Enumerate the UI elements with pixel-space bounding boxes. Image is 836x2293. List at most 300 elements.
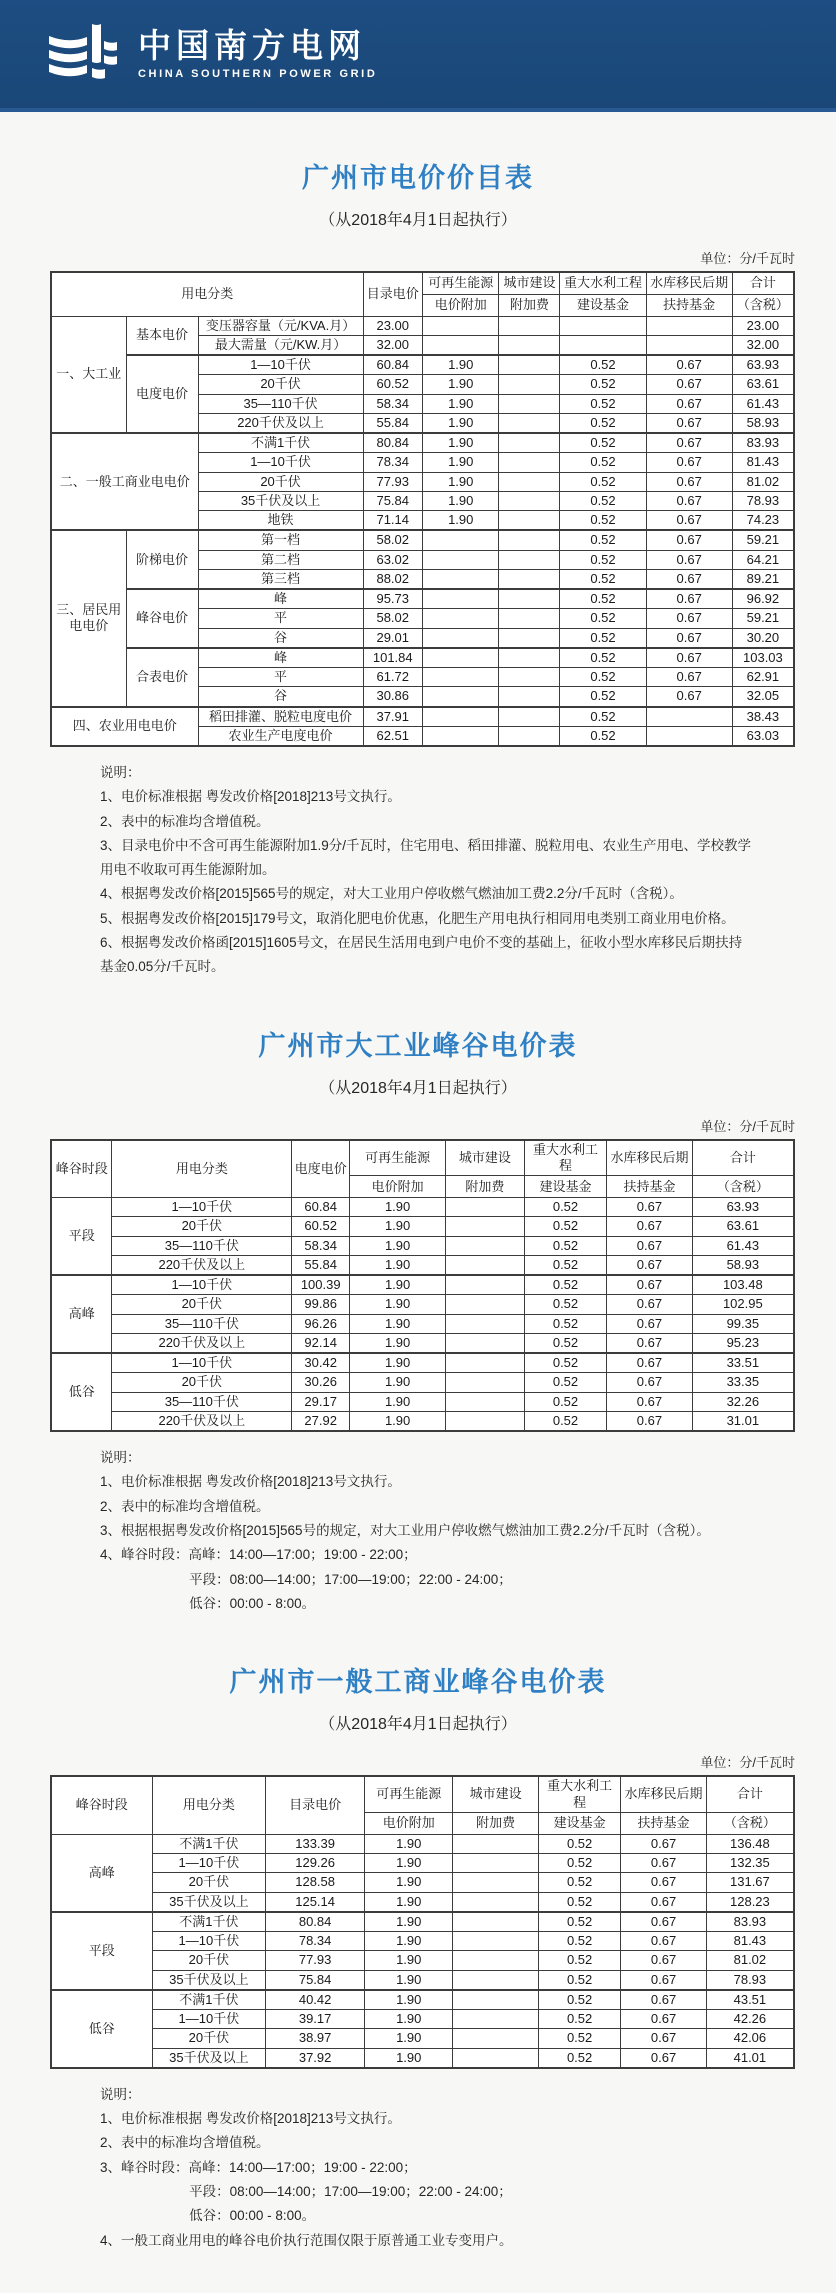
table-row	[51, 1275, 794, 1295]
table-cell: 1.90	[422, 394, 499, 413]
column-header: 可再生能源	[365, 1776, 453, 1812]
table-cell: 35千伏及以上	[198, 491, 363, 510]
table-cell: 0.52	[538, 1873, 620, 1892]
table-cell	[499, 668, 560, 687]
table-cell	[422, 628, 499, 648]
table-cell: 0.67	[646, 491, 732, 510]
table-cell: 32.26	[692, 1392, 794, 1411]
note-line: 4、根据粤发改价格[2015]565号的规定，对大工业用户停收燃气燃油加工费2.2分/千瓦时（含税）。	[100, 886, 683, 902]
table-cell: 0.52	[524, 1373, 606, 1392]
table-cell: 1.90	[365, 1854, 453, 1873]
table-row	[51, 1932, 794, 1951]
table-cell: 132.35	[706, 1854, 794, 1873]
column-header: 用电分类	[112, 1140, 292, 1198]
table-cell: 27.92	[292, 1411, 350, 1431]
notes-label: 说明：	[100, 1450, 141, 1466]
table-cell: 不满1千伏	[152, 1990, 266, 2010]
table-cell: 1—10千伏	[112, 1353, 292, 1373]
table-cell: 78.93	[732, 491, 794, 510]
table-row	[51, 1951, 794, 1970]
table-cell: 1—10千伏	[198, 453, 363, 472]
table-cell: 0.52	[560, 453, 646, 472]
table-cell: 35千伏及以上	[152, 2048, 266, 2068]
column-header: （含税）	[706, 1812, 794, 1834]
table-cell	[422, 530, 499, 550]
table-cell: 129.26	[266, 1854, 365, 1873]
table-cell: 63.93	[732, 355, 794, 375]
table-cell: 0.67	[621, 1932, 706, 1951]
table-cell: 低谷	[51, 1990, 152, 2068]
table-row	[51, 1333, 794, 1353]
table-cell	[499, 491, 560, 510]
column-header: 峰谷时段	[51, 1776, 152, 1834]
column-header: 城市建设	[453, 1776, 538, 1812]
unit-label: 单位：分/千瓦时	[700, 1118, 795, 1134]
table-cell	[499, 472, 560, 491]
table-cell: 0.52	[560, 375, 646, 394]
table-row	[51, 1217, 794, 1236]
table-cell: 0.52	[524, 1255, 606, 1275]
table-cell: 1.90	[422, 453, 499, 472]
table-cell: 131.67	[706, 1873, 794, 1892]
table-cell	[499, 569, 560, 589]
table-cell: 1—10千伏	[112, 1198, 292, 1217]
table-cell: 0.67	[621, 1873, 706, 1892]
table-cell: 1.90	[350, 1314, 446, 1333]
note-line: 平段：08:00—14:00；17:00—19:00；22:00 - 24:00；	[189, 2183, 512, 2199]
table-cell	[499, 707, 560, 727]
table-cell: 0.52	[524, 1392, 606, 1411]
table-cell	[646, 316, 732, 335]
table-cell	[499, 394, 560, 413]
table-cell: 95.23	[692, 1333, 794, 1353]
table-cell: 1.90	[350, 1275, 446, 1295]
table-cell	[422, 589, 499, 609]
table-cell: 1.90	[350, 1411, 446, 1431]
column-header: 峰谷时段	[51, 1140, 112, 1198]
csg-logo-icon	[46, 24, 120, 84]
column-header: 城市建设	[499, 272, 560, 294]
table-cell: 0.67	[646, 628, 732, 648]
table-row	[51, 1295, 794, 1314]
table-cell: 60.84	[292, 1198, 350, 1217]
table-cell: 0.67	[646, 355, 732, 375]
table-cell: 78.93	[706, 1970, 794, 1990]
column-header: 城市建设	[446, 1140, 525, 1176]
column-header: 可再生能源	[422, 272, 499, 294]
table-cell	[446, 1411, 525, 1431]
table-cell	[499, 589, 560, 609]
table-cell: 74.23	[732, 511, 794, 531]
table-cell: 1.90	[365, 2029, 453, 2048]
table-cell: 35—110千伏	[112, 1236, 292, 1255]
notes-label: 说明：	[100, 765, 141, 780]
table-cell: 128.58	[266, 1873, 365, 1892]
table-cell	[453, 1990, 538, 2010]
effective-date: （从2018年4月1日起执行）	[319, 212, 517, 229]
price-table-commercial	[50, 1775, 795, 2069]
table-cell: 0.67	[621, 1892, 706, 1912]
table-cell: 峰谷电价	[126, 589, 198, 648]
table-cell: 95.73	[363, 589, 422, 609]
table-cell: 1—10千伏	[198, 355, 363, 375]
price-table-large-industry	[50, 1139, 795, 1433]
table-cell: 60.52	[363, 375, 422, 394]
table-cell	[422, 335, 499, 355]
table-cell: 58.02	[363, 609, 422, 628]
table-cell: 40.42	[266, 1990, 365, 2010]
table-cell: 78.34	[363, 453, 422, 472]
table-cell	[422, 707, 499, 727]
table-cell: 20千伏	[112, 1373, 292, 1392]
column-header: 重大水利工程	[538, 1776, 620, 1812]
table-cell: 55.84	[292, 1255, 350, 1275]
table-cell: 96.92	[732, 589, 794, 609]
column-header: （含税）	[732, 294, 794, 316]
table-row	[51, 272, 794, 294]
table-cell: 58.93	[732, 413, 794, 433]
table-cell: 1.90	[350, 1333, 446, 1353]
brand-name-cn: 中国南方电网	[138, 27, 366, 65]
table-cell: 55.84	[363, 413, 422, 433]
table-cell	[422, 726, 499, 746]
table-cell: 0.52	[560, 609, 646, 628]
table-cell: 0.52	[524, 1411, 606, 1431]
table-cell: 35—110千伏	[198, 394, 363, 413]
table-cell: 阶梯电价	[126, 530, 198, 589]
table-cell	[560, 316, 646, 335]
table-cell: 220千伏及以上	[112, 1333, 292, 1353]
table-cell: 0.67	[607, 1411, 692, 1431]
table-cell: 60.52	[292, 1217, 350, 1236]
table-cell	[446, 1217, 525, 1236]
table-cell: 1.90	[350, 1198, 446, 1217]
column-header: 用电分类	[152, 1776, 266, 1834]
table-cell	[499, 453, 560, 472]
table-cell: 59.21	[732, 530, 794, 550]
table-cell: 220千伏及以上	[198, 413, 363, 433]
table-cell: 0.52	[560, 628, 646, 648]
table-cell: 62.91	[732, 668, 794, 687]
table-row	[51, 1892, 794, 1912]
table-cell: 59.21	[732, 609, 794, 628]
table-cell	[499, 648, 560, 668]
brand-name-en: CHINA SOUTHERN POWER GRID	[138, 67, 378, 80]
table-cell: 稻田排灌、脱粒电度电价	[198, 707, 363, 727]
table-cell	[422, 687, 499, 707]
table-cell: 0.67	[621, 1970, 706, 1990]
table-cell: 20千伏	[112, 1295, 292, 1314]
table-cell: 96.26	[292, 1314, 350, 1333]
table-cell: 谷	[198, 628, 363, 648]
column-header: 建设基金	[538, 1812, 620, 1834]
table-cell: 平段	[51, 1912, 152, 1990]
table-cell: 0.67	[646, 668, 732, 687]
table-cell: 0.67	[646, 375, 732, 394]
column-header: 重大水利工程	[524, 1140, 606, 1176]
table-row	[51, 2029, 794, 2048]
table-cell: 20千伏	[152, 1873, 266, 1892]
table-cell	[422, 550, 499, 569]
table-cell: 1.90	[422, 355, 499, 375]
table2-effective-date: （从2018年4月1日起执行）	[319, 1079, 517, 1097]
table-cell: 0.52	[538, 2029, 620, 2048]
table-cell: 0.52	[560, 668, 646, 687]
column-header: 合计	[692, 1140, 794, 1176]
table-cell: 1.90	[422, 433, 499, 453]
table-cell: 1.90	[422, 511, 499, 531]
table-cell: 0.67	[646, 511, 732, 531]
table-cell: 农业生产电度电价	[198, 726, 363, 746]
table-cell	[499, 433, 560, 453]
table-cell: 75.84	[266, 1970, 365, 1990]
table-cell: 30.20	[732, 628, 794, 648]
note-line: 3、目录电价中不含可再生能源附加1.9分/千瓦时，住宅用电、稻田排灌、脱粒用电、农业生产用电、学校教学用电不收取可再生能源附加。	[100, 837, 752, 878]
table-cell: 1.90	[422, 375, 499, 394]
table-cell: 35—110千伏	[112, 1392, 292, 1411]
table3-title: 广州市一般工商业峰谷电价表	[229, 1667, 607, 1698]
table-cell: 0.67	[646, 569, 732, 589]
column-header: 电价附加	[350, 1176, 446, 1198]
table-cell: 0.67	[607, 1295, 692, 1314]
table-cell: 0.67	[646, 648, 732, 668]
table-cell: 0.52	[560, 433, 646, 453]
table-cell: 1—10千伏	[152, 1854, 266, 1873]
table-cell: 101.84	[363, 648, 422, 668]
table-cell: 61.43	[732, 394, 794, 413]
column-header: 用电分类	[51, 272, 363, 316]
table-cell: 92.14	[292, 1333, 350, 1353]
table-cell: 35千伏及以上	[152, 1970, 266, 1990]
table-row	[51, 1236, 794, 1255]
table-cell: 平	[198, 609, 363, 628]
table-cell	[646, 707, 732, 727]
table-cell	[446, 1392, 525, 1411]
table-cell: 低谷	[51, 1353, 112, 1431]
table-cell	[422, 316, 499, 335]
table-cell: 0.67	[621, 2029, 706, 2048]
note-line: 1、电价标准根据 粤发改价格[2018]213号文执行。	[100, 2111, 401, 2127]
notes-block	[100, 2083, 754, 2253]
table-cell	[446, 1198, 525, 1217]
table-cell: 平	[198, 668, 363, 687]
table-cell: 81.43	[706, 1932, 794, 1951]
table-cell: 0.52	[524, 1333, 606, 1353]
table-cell	[453, 1970, 538, 1990]
table-cell: 220千伏及以上	[112, 1255, 292, 1275]
table-cell: 二、一般工商业电电价	[51, 433, 198, 530]
table-cell: 63.03	[732, 726, 794, 746]
table-cell	[453, 1932, 538, 1951]
table-cell: 一、大工业	[51, 316, 126, 433]
column-header: （含税）	[692, 1176, 794, 1198]
table-row	[51, 1373, 794, 1392]
price-table-general	[50, 271, 795, 747]
table-cell: 38.97	[266, 2029, 365, 2048]
table-cell	[560, 335, 646, 355]
table-cell	[499, 335, 560, 355]
table-cell: 0.67	[607, 1236, 692, 1255]
table-cell: 62.51	[363, 726, 422, 746]
note-line: 1、电价标准根据 粤发改价格[2018]213号文执行。	[100, 1474, 401, 1490]
table-row	[51, 1314, 794, 1333]
column-header: 水库移民后期	[621, 1776, 706, 1812]
column-header: 扶持基金	[621, 1812, 706, 1834]
table-cell	[453, 1834, 538, 1853]
table-cell	[499, 355, 560, 375]
table-cell: 89.21	[732, 569, 794, 589]
table-cell: 1.90	[365, 1873, 453, 1892]
table-cell: 0.52	[560, 491, 646, 510]
table-cell: 0.67	[607, 1217, 692, 1236]
table-cell: 100.39	[292, 1275, 350, 1295]
table-cell: 77.93	[266, 1951, 365, 1970]
table-row	[51, 1198, 794, 1217]
table-cell: 0.67	[646, 453, 732, 472]
table-cell: 0.67	[607, 1353, 692, 1373]
table-cell: 1.90	[350, 1392, 446, 1411]
table-row	[51, 1912, 794, 1932]
table-row	[51, 1854, 794, 1873]
page-title: 广州市电价价目表	[302, 163, 534, 193]
table-cell: 1.90	[350, 1236, 446, 1255]
table-cell: 0.67	[607, 1392, 692, 1411]
table-cell: 0.52	[560, 472, 646, 491]
table-cell: 20千伏	[198, 375, 363, 394]
table-row	[51, 355, 794, 375]
table-row	[51, 1411, 794, 1431]
table-cell: 第一档	[198, 530, 363, 550]
column-header: 水库移民后期	[646, 272, 732, 294]
table-cell: 99.35	[692, 1314, 794, 1333]
column-header: 扶持基金	[607, 1176, 692, 1198]
section-large-industry-tou	[0, 1024, 836, 1617]
table-cell: 0.67	[607, 1198, 692, 1217]
table2-title: 广州市大工业峰谷电价表	[258, 1030, 578, 1061]
table-cell: 35千伏及以上	[152, 1892, 266, 1912]
table-cell: 0.67	[607, 1333, 692, 1353]
table-cell: 地铁	[198, 511, 363, 531]
table-cell	[499, 530, 560, 550]
table-cell: 电度电价	[126, 355, 198, 433]
column-header: 附加费	[446, 1176, 525, 1198]
table-cell: 61.72	[363, 668, 422, 687]
table-cell: 38.43	[732, 707, 794, 727]
table-cell: 0.67	[621, 1951, 706, 1970]
note-line: 3、根据根据粤发改价格[2015]565号的规定，对大工业用户停收燃气燃油加工费2.2分/千瓦时（含税）。	[100, 1523, 710, 1539]
table-cell: 125.14	[266, 1892, 365, 1912]
table-row	[51, 1140, 794, 1176]
table-cell: 0.67	[646, 550, 732, 569]
table-cell: 0.52	[524, 1275, 606, 1295]
table-cell: 33.35	[692, 1373, 794, 1392]
table-cell: 1—10千伏	[152, 2010, 266, 2029]
table-cell: 58.93	[692, 1255, 794, 1275]
table-cell: 0.52	[538, 1990, 620, 2010]
table-cell: 81.43	[732, 453, 794, 472]
table-cell: 高峰	[51, 1275, 112, 1353]
table-cell	[453, 2010, 538, 2029]
table-cell: 0.52	[538, 2048, 620, 2068]
table-cell	[453, 1873, 538, 1892]
table-cell	[453, 1951, 538, 1970]
table-cell: 37.92	[266, 2048, 365, 2068]
note-line: 2、表中的标准均含增值税。	[100, 813, 270, 829]
note-line: 3、峰谷时段：高峰：14:00—17:00；19:00 - 22:00；	[100, 2159, 417, 2175]
table-cell: 20千伏	[198, 472, 363, 491]
table-cell	[446, 1236, 525, 1255]
table-cell	[453, 1892, 538, 1912]
table-cell: 变压器容量（元/KVA.月）	[198, 316, 363, 335]
table-cell: 103.03	[732, 648, 794, 668]
table-cell: 30.26	[292, 1373, 350, 1392]
table-cell	[422, 569, 499, 589]
table-cell: 1.90	[365, 2010, 453, 2029]
notes-block	[100, 761, 754, 980]
table-cell: 23.00	[732, 316, 794, 335]
table-cell	[646, 335, 732, 355]
table-cell: 0.52	[524, 1236, 606, 1255]
table-cell: 1.90	[365, 1990, 453, 2010]
table-cell: 133.39	[266, 1834, 365, 1853]
table-cell: 0.67	[621, 1912, 706, 1932]
table-cell: 1.90	[365, 1951, 453, 1970]
table-row	[51, 1255, 794, 1275]
table-cell: 0.52	[538, 1854, 620, 1873]
column-header: 合计	[706, 1776, 794, 1812]
table-cell	[446, 1295, 525, 1314]
table-row	[51, 1776, 794, 1812]
table-cell: 第二档	[198, 550, 363, 569]
table-cell: 不满1千伏	[198, 433, 363, 453]
table-cell: 63.02	[363, 550, 422, 569]
table-cell: 1—10千伏	[152, 1932, 266, 1951]
table-row	[51, 316, 794, 335]
table-cell: 0.67	[621, 1854, 706, 1873]
table-cell: 63.61	[732, 375, 794, 394]
table-cell: 61.43	[692, 1236, 794, 1255]
table-cell: 1.90	[365, 2048, 453, 2068]
table-cell	[646, 726, 732, 746]
brand-banner	[0, 0, 836, 112]
table-cell: 43.51	[706, 1990, 794, 2010]
table-cell	[422, 668, 499, 687]
table-cell: 0.52	[560, 589, 646, 609]
table-cell: 1.90	[350, 1255, 446, 1275]
table-cell	[499, 550, 560, 569]
table-cell: 三、居民用电电价	[51, 530, 126, 706]
table-cell	[499, 726, 560, 746]
table-cell: 75.84	[363, 491, 422, 510]
table-cell: 80.84	[363, 433, 422, 453]
table-row	[51, 648, 794, 668]
table-row	[51, 530, 794, 550]
table-cell	[446, 1255, 525, 1275]
table-cell: 102.95	[692, 1295, 794, 1314]
table3-effective-date: （从2018年4月1日起执行）	[319, 1716, 517, 1734]
table-cell: 1.90	[365, 1970, 453, 1990]
table-cell	[446, 1333, 525, 1353]
table-cell: 1.90	[350, 1217, 446, 1236]
table-cell: 71.14	[363, 511, 422, 531]
table-cell: 1.90	[365, 1932, 453, 1951]
table-cell	[453, 1912, 538, 1932]
table-cell: 平段	[51, 1198, 112, 1276]
column-header: 建设基金	[560, 294, 646, 316]
column-header: 可再生能源	[350, 1140, 446, 1176]
table-cell: 1.90	[422, 472, 499, 491]
table-cell: 136.48	[706, 1834, 794, 1853]
